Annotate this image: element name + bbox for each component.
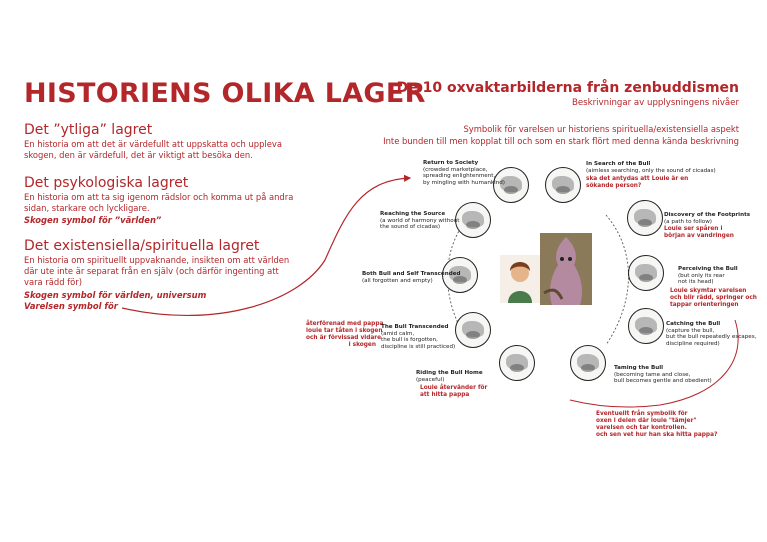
- stage-3-title: Perceiving the Bull: [678, 266, 738, 272]
- stage-2-note-1: Louie ser spåren i: [664, 226, 723, 232]
- stage-6-note-2: att hitta pappa: [420, 392, 470, 398]
- stage-1-image: [545, 167, 581, 203]
- stage-5-note-3: varelsen och tar kontrollen.: [596, 425, 687, 431]
- page-title: HISTORIENS OLIKA LAGER: [24, 78, 426, 109]
- stage-2-note-2: början av vandringen: [664, 233, 734, 239]
- stage-1-title: In Search of the Bull: [586, 161, 651, 167]
- stage-5-title: Taming the Bull: [614, 365, 664, 371]
- stage-5-note-2: oxen i delen där louie "tämjer": [596, 418, 697, 424]
- stage-8-title: Both Bull and Self Transcended: [362, 271, 461, 277]
- stage-10-title: Return to Society: [423, 160, 479, 166]
- right-title: De 10 oxvaktarbilderna från zenbuddismen: [396, 80, 739, 96]
- stage-9-image: [455, 202, 491, 238]
- stage-7-desc-3: discipline is still practiced): [381, 343, 456, 350]
- stage-7-note-3: och är förvissad vidare: [306, 335, 382, 341]
- section-heading-existential: Det existensiella/spirituella lagret: [24, 238, 260, 254]
- stage-2-desc: (a path to follow): [664, 218, 712, 225]
- stage-4-desc-2: but the bull repeatedly escapes,: [666, 334, 757, 341]
- stage-6-note-1: Louie återvänder för: [420, 385, 488, 391]
- stage-3-desc-2: not its head): [678, 279, 714, 286]
- stage-1-note-2: sökande person?: [586, 183, 642, 189]
- stage-3-desc-1: (but only its rear: [678, 272, 725, 279]
- section-emphasis-existential: Skogen symbol för världen, universum: [24, 290, 207, 300]
- stage-7-title: The Bull Transcended: [381, 324, 449, 330]
- stage-3-note: [670, 288, 757, 309]
- stage-10-desc-2: spreading enlightenment,: [423, 173, 496, 180]
- stage-10-desc-3: by mingling with humankind): [423, 179, 505, 186]
- stage-6-note: [420, 385, 487, 399]
- stage-4-title: Catching the Bull: [666, 321, 721, 327]
- symbolism-line-1: Symbolik för varelsen ur historiens spirituella/existensiella aspekt: [463, 124, 739, 134]
- stage-4-label: [666, 321, 756, 347]
- stage-7-note-2: louie tar tåten i skogen: [306, 328, 383, 334]
- stage-5-label: [614, 365, 712, 385]
- stage-6-image: [499, 345, 535, 381]
- section-emphasis-existential-2: Varelsen symbol för: [24, 301, 118, 311]
- section-heading-psychological: Det psykologiska lagret: [24, 175, 189, 191]
- stage-3-label: [678, 266, 738, 286]
- stage-4-desc-1: (capture the bull,: [666, 327, 715, 334]
- stage-3-note-2: och blir rädd, springer och: [670, 295, 757, 301]
- arrow-to-return-to-society: [122, 178, 410, 315]
- stage-6-desc: (peaceful): [416, 376, 445, 383]
- stage-10-label: [423, 160, 505, 186]
- stage-8-label: [362, 271, 461, 284]
- stage-4-image: [628, 308, 664, 344]
- stage-1-note: [586, 176, 688, 190]
- section-heading-surface: Det ”ytliga” lagret: [24, 122, 153, 138]
- stage-3-image: [628, 255, 664, 291]
- stage-2-title: Discovery of the Footprints: [664, 212, 751, 218]
- stage-7-image: [455, 312, 491, 348]
- stage-3-note-3: tappar orienteringen: [670, 302, 739, 308]
- stage-9-desc-1: (a world of harmony without: [380, 217, 460, 224]
- stage-5-note-1: Eventuellt från symbolik för: [596, 411, 688, 417]
- stage-7-desc-2: the bull is forgotten,: [381, 337, 438, 344]
- stage-5-desc-1: (becoming tame and close,: [614, 371, 691, 378]
- stage-7-desc-1: (amid calm,: [381, 330, 415, 337]
- stage-6-label: [416, 370, 483, 383]
- section-body-surface: En historia om att det är värdefullt att uppskatta och uppleva skogen, den är värdefull, det är viktigt att besöka den.: [24, 139, 282, 161]
- stage-1-desc: (aimless searching, only the sound of cicadas): [586, 167, 716, 174]
- stage-2-image: [627, 200, 663, 236]
- stage-7-label: [381, 324, 455, 350]
- stage-5-note: [596, 411, 717, 439]
- stage-5-image: [570, 345, 606, 381]
- stage-2-label: [664, 212, 750, 225]
- stage-7-note-4: i skogen: [348, 342, 376, 348]
- stage-5-note-4: och sen vet hur han ska hitta pappa?: [596, 432, 718, 438]
- stage-1-note-1: ska det antydas att Louie är en: [586, 176, 689, 182]
- stage-9-label: [380, 211, 459, 231]
- stage-7-note-1: återförenad med pappa: [306, 321, 384, 327]
- section-body-psychological: En historia om att ta sig igenom rädslor och komma ut på andra sidan, starkare och lyckligare.: [24, 192, 294, 214]
- symbolism-line-2: Inte bunden till men kopplat till och som en stark flört med denna kända beskrivning: [383, 135, 739, 146]
- stage-2-note: [664, 226, 734, 240]
- creature-illustration: [540, 233, 592, 305]
- stage-5-desc-2: bull becomes gentle and obedient): [614, 378, 712, 385]
- stage-3-note-1: Louie skymtar varelsen: [670, 288, 747, 294]
- stage-1-label: [586, 161, 716, 174]
- stage-4-desc-3: discipline required): [666, 340, 720, 347]
- section-emphasis-psychological: Skogen symbol för ”världen”: [24, 215, 162, 225]
- stage-9-title: Reaching the Source: [380, 211, 446, 217]
- stage-9-desc-2: the sound of cicadas): [380, 224, 441, 231]
- boy-illustration: [500, 255, 540, 303]
- section-body-existential: En historia om spirituellt uppvaknande, insikten om att världen där ute inte är separat från en själv (och därför ingenting att vara rädd för): [24, 255, 290, 288]
- right-subtitle: Beskrivningar av upplysningens nivåer: [572, 98, 739, 108]
- stage-6-title: Riding the Bull Home: [416, 370, 483, 376]
- cycle-dotted-right: [606, 215, 629, 345]
- stage-8-desc: (all forgotten and empty): [362, 277, 433, 284]
- stage-10-desc-1: (crowded marketplace,: [423, 166, 488, 173]
- stage-7-note: [306, 321, 384, 349]
